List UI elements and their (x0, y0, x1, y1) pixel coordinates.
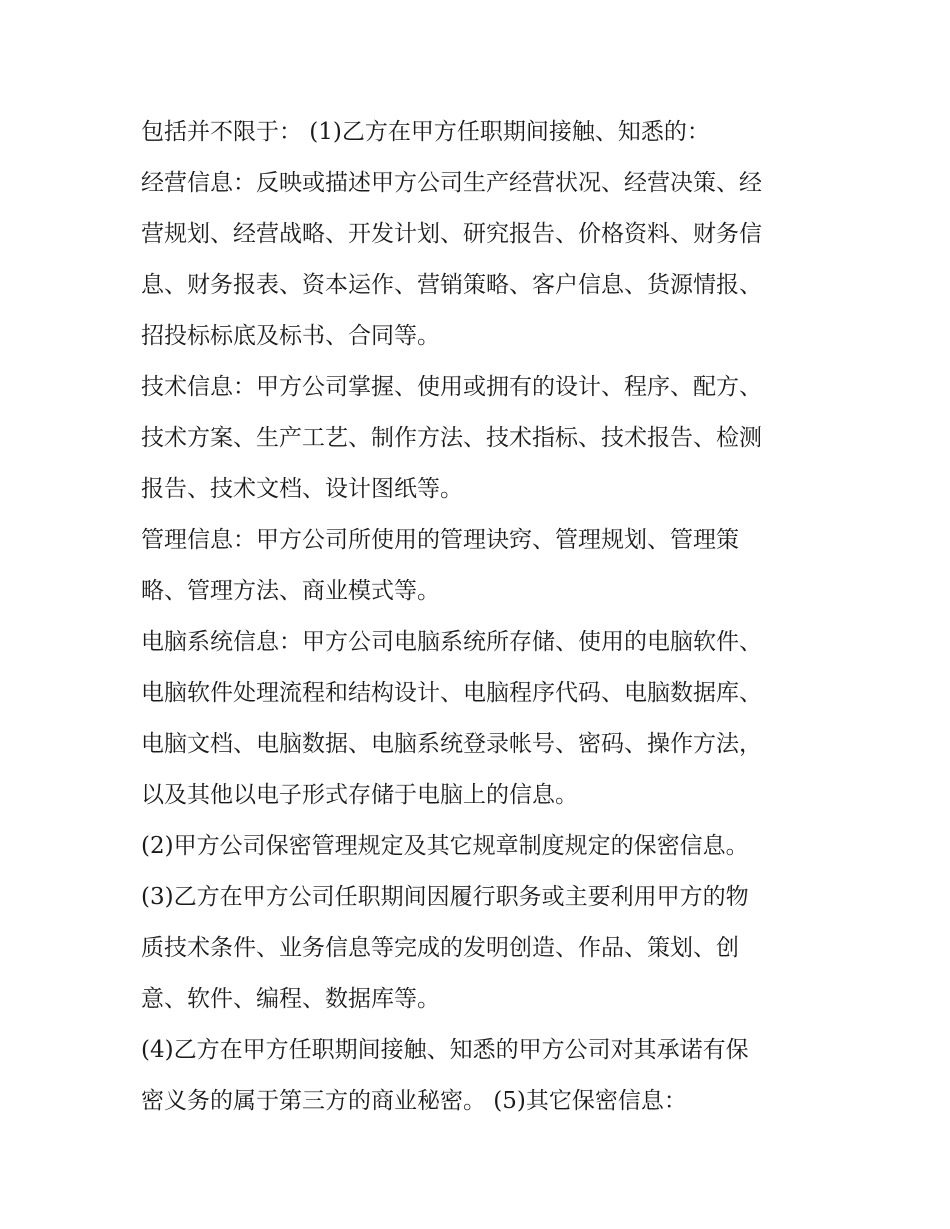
text-line: (3)乙方在甲方公司任职期间因履行职务或主要利用甲方的物 (141, 884, 749, 910)
text-line: 管理信息：甲方公司所使用的管理诀窍、管理规划、管理策 (141, 527, 739, 553)
text-line: (4)乙方在甲方任职期间接触、知悉的甲方公司对其承诺有保 (141, 1037, 749, 1063)
document-body (141, 107, 821, 1127)
text-line: 息、财务报表、资本运作、营销策略、客户信息、货源情报、 (141, 272, 762, 298)
text-line: 电脑文档、电脑数据、电脑系统登录帐号、密码、操作方法， (141, 731, 762, 757)
text-line: 技术信息：甲方公司掌握、使用或拥有的设计、程序、配方、 (141, 374, 762, 400)
text-line: (2)甲方公司保密管理规定及其它规章制度规定的保密信息。 (141, 833, 749, 859)
text-line: 密义务的属于第三方的商业秘密。 (5)其它保密信息： (141, 1088, 687, 1114)
text-line: 电脑系统信息：甲方公司电脑系统所存储、使用的电脑软件、 (141, 629, 762, 655)
text-line: 经营信息：反映或描述甲方公司生产经营状况、经营决策、经 (141, 170, 762, 196)
text-line: 质技术条件、业务信息等完成的发明创造、作品、策划、创 (141, 935, 739, 961)
text-line: 招投标标底及标书、合同等。 (141, 323, 440, 349)
text-line: 技术方案、生产工艺、制作方法、技术指标、技术报告、检测 (141, 425, 762, 451)
text-line: 营规划、经营战略、开发计划、研究报告、价格资料、财务信 (141, 221, 762, 247)
text-line: 略、管理方法、商业模式等。 (141, 578, 440, 604)
text-line: 以及其他以电子形式存储于电脑上的信息。 (141, 782, 578, 808)
text-line: 电脑软件处理流程和结构设计、电脑程序代码、电脑数据库、 (141, 680, 762, 706)
text-line: 报告、技术文档、设计图纸等。 (141, 476, 463, 502)
text-line: 包括并不限于： (1)乙方在甲方任职期间接触、知悉的： (141, 119, 710, 145)
text-line: 意、软件、编程、数据库等。 (141, 986, 440, 1012)
